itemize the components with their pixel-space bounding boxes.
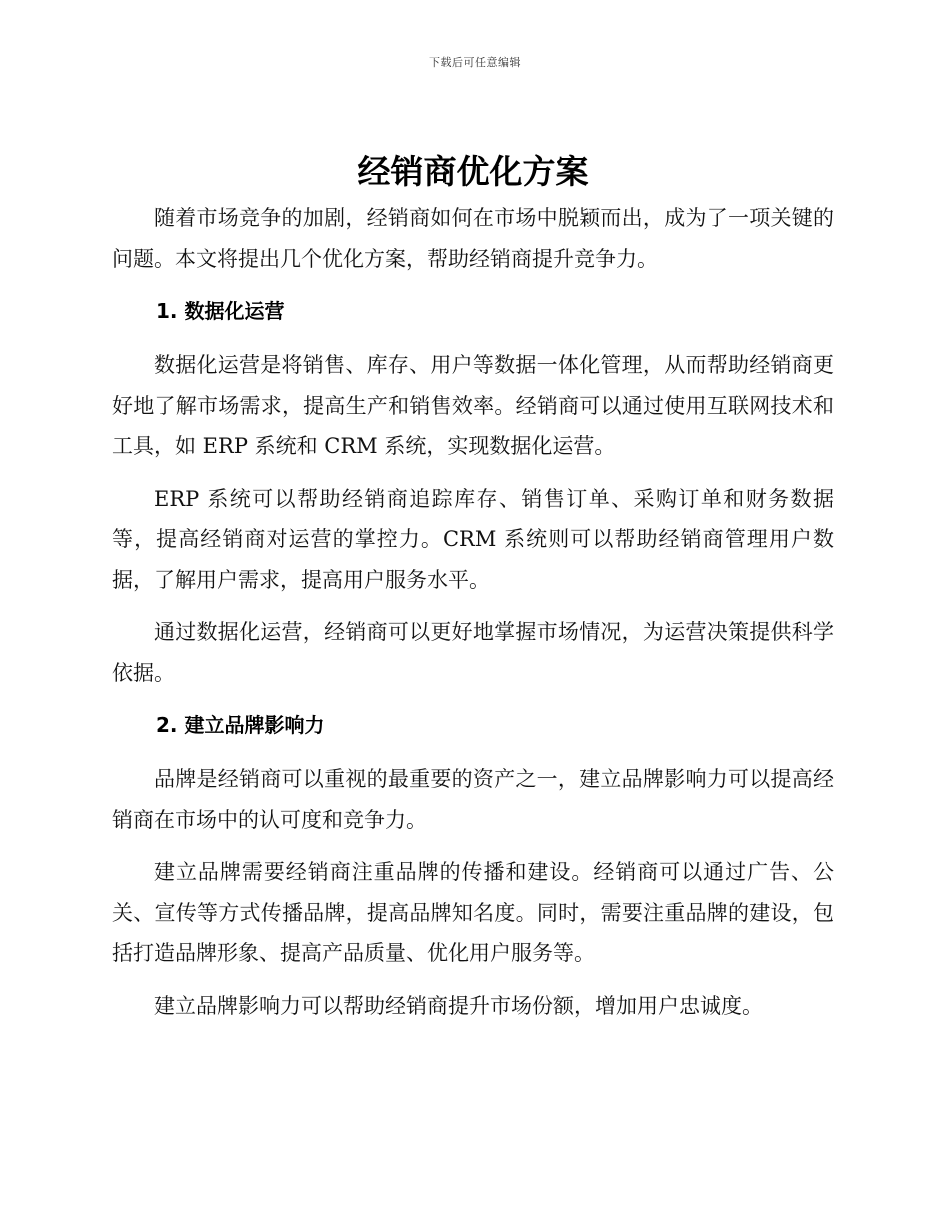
body-paragraph: ERP 系统可以帮助经销商追踪库存、销售订单、采购订单和财务数据等，提高经销商对运营的掌控力。CRM 系统则可以帮助经销商管理用户数据，了解用户需求，提高用户服务水平。 (112, 486, 834, 592)
intro-paragraph: 随着市场竞争的加剧，经销商如何在市场中脱颖而出，成为了一项关键的问题。本文将提出几个优化方案，帮助经销商提升竞争力。 (112, 206, 834, 271)
body-paragraph: 建立品牌需要经销商注重品牌的传播和建设。经销商可以通过广告、公关、宣传等方式传播品牌，提高品牌知名度。同时，需要注重品牌的建设，包括打造品牌形象、提高产品质量、优化用户服务等。 (112, 860, 834, 965)
section-heading: 2. 建立品牌影响力 (156, 713, 325, 737)
document-title: 经销商优化方案 (357, 152, 589, 191)
body-paragraph: 通过数据化运营，经销商可以更好地掌握市场情况，为运营决策提供科学依据。 (112, 620, 834, 685)
body-paragraph: 品牌是经销商可以重视的最重要的资产之一，建立品牌影响力可以提高经销商在市场中的认可度和竞争力。 (112, 767, 834, 832)
section-data-operations (112, 291, 834, 693)
section-brand-influence (112, 705, 834, 1026)
section-heading: 1. 数据化运营 (156, 299, 285, 323)
header-note: 下载后可任意编辑 (429, 56, 521, 69)
body-paragraph: 建立品牌影响力可以帮助经销商提升市场份额，增加用户忠诚度。 (154, 993, 763, 1018)
body-paragraph: 数据化运营是将销售、库存、用户等数据一体化管理，从而帮助经销商更好地了解市场需求，提高生产和销售效率。经销商可以通过使用互联网技术和工具，如 ERP 系统和 CRM 系统，实现数据化运营。 (112, 353, 834, 458)
document-body (112, 148, 834, 1038)
